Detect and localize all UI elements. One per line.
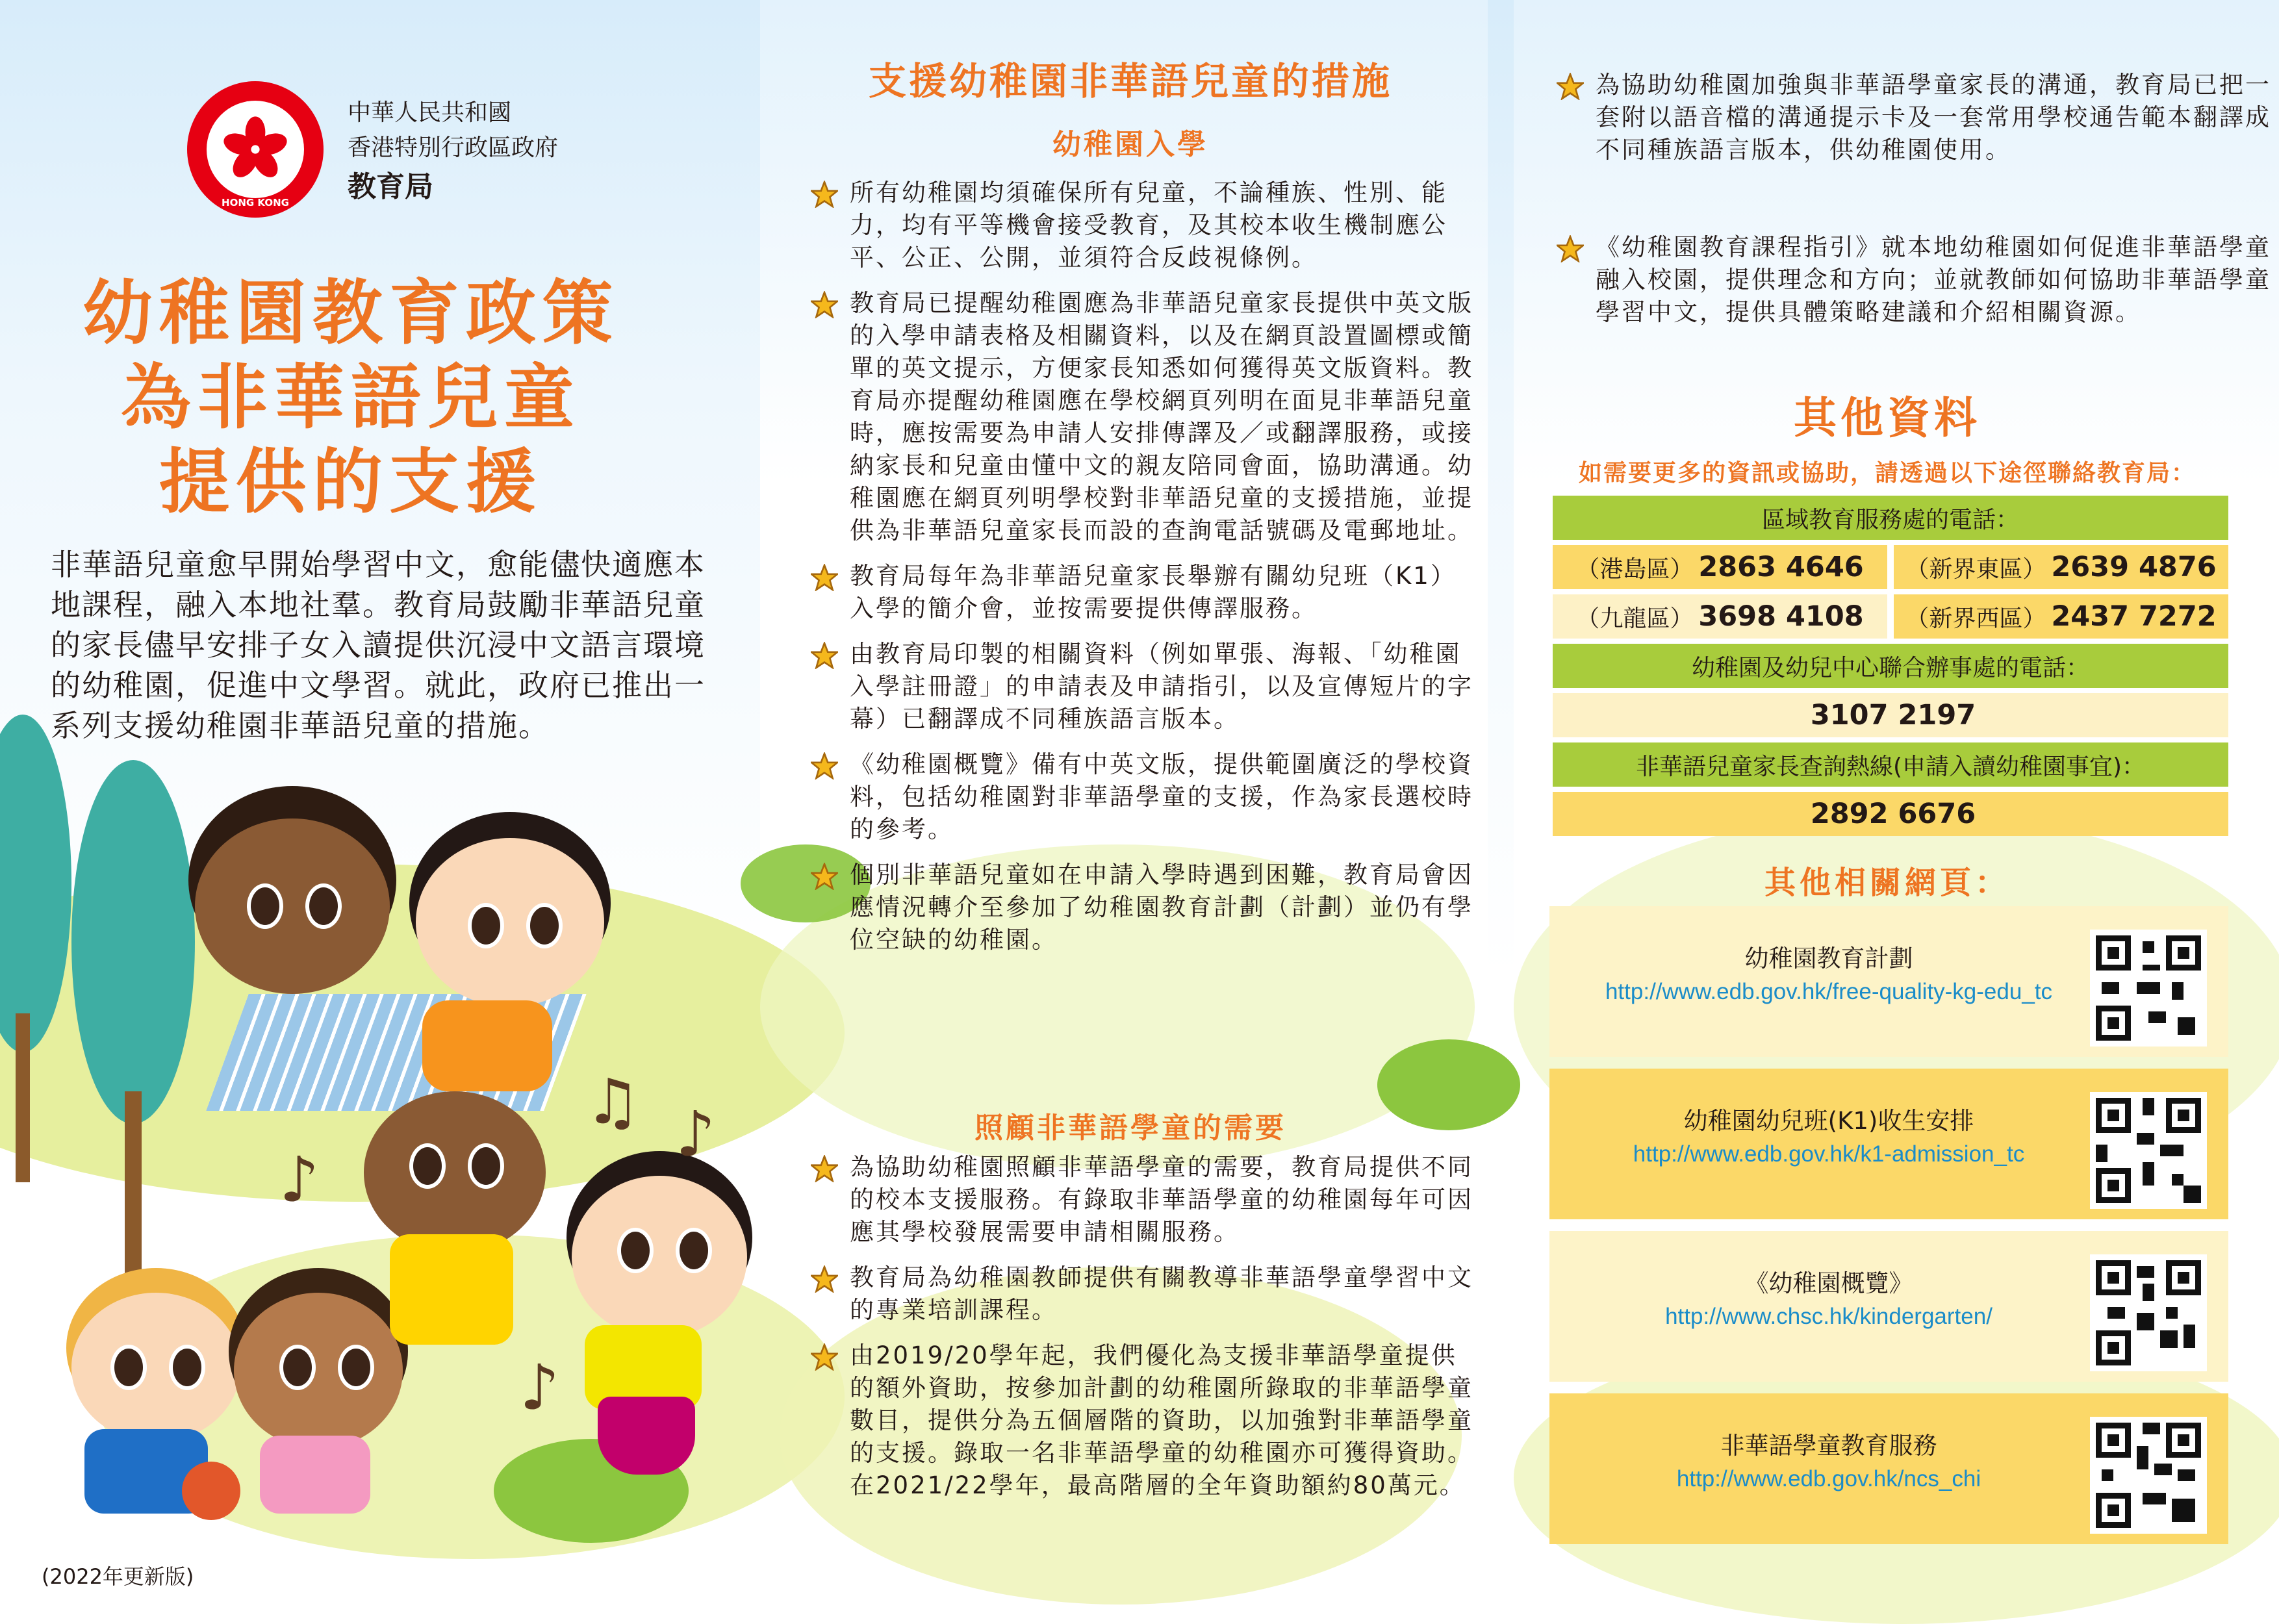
district-cell: （新界東區） 2639 4876: [1894, 545, 2228, 589]
list-item: 教育局每年為非華語兒童家長舉辦有關幼兒班（K1）入學的簡介會，並按需要提供傳譯服務。: [811, 560, 1480, 625]
website-link[interactable]: http://www.edb.gov.hk/ncs_chi: [1676, 1466, 1981, 1491]
child-eye: [468, 1143, 504, 1189]
hotline-label-row: 非華語兒童家長查詢熱線(申請入讀幼稚園事宜)：: [1553, 742, 2228, 787]
website-name: 幼稚園幼兒班(K1)收生安排: [1683, 1107, 1974, 1135]
child-eye: [617, 1228, 654, 1273]
child-figure: [572, 1176, 747, 1338]
subheading-needs: 照顧非華語學童的需要: [974, 1111, 1286, 1145]
child-body: [260, 1436, 370, 1514]
star-icon: [811, 1155, 838, 1182]
child-figure: [71, 1293, 240, 1442]
star-icon: [811, 181, 838, 208]
website-link[interactable]: http://www.edb.gov.hk/free-quality-kg-edu_tc: [1605, 979, 2053, 1004]
website-name: 幼稚園教育計劃: [1744, 945, 1913, 972]
music-note-icon: ♫: [585, 1065, 641, 1138]
edition-note: (2022年更新版): [42, 1564, 194, 1589]
star-icon: [1557, 235, 1584, 262]
page-title-line-2: 為非華語兒童: [120, 357, 581, 438]
qr-code-icon[interactable]: [2090, 1417, 2207, 1534]
list-item: 所有幼稚園均須確保所有兒童，不論種族、性別、能力，均有平等機會接受教育，及其校本收生機制應公平、公正、公開，並須符合反歧視條例。: [811, 177, 1480, 274]
qr-code-icon[interactable]: [2090, 1092, 2207, 1209]
contact-table: [1553, 496, 2228, 837]
star-icon: [811, 752, 838, 780]
child-eye: [305, 883, 342, 929]
child-body: [598, 1397, 695, 1475]
child-eye: [247, 883, 283, 929]
other-info-heading: 其他資料: [1794, 393, 1981, 443]
child-eye: [338, 1345, 374, 1390]
joint-office-phone: 3107 2197: [1553, 693, 2228, 737]
district-label-row: 區域教育服務處的電話：: [1553, 496, 2228, 540]
emblem-text: HONG KONG: [222, 197, 289, 209]
child-figure: [195, 818, 390, 994]
admission-bullet-list: [811, 177, 1480, 956]
list-item: 《幼稚園概覽》備有中英文版，提供範圍廣泛的學校資料，包括幼稚園對非華語學童的支援，作為家長選校時的參考。: [811, 748, 1480, 846]
list-item: 由教育局印製的相關資料（例如單張、海報、「幼稚園入學註冊證」的申請表及申請指引，以及宣傳短片的字幕）已翻譯成不同種族語言版本。: [811, 638, 1480, 735]
website-name: 非華語學童教育服務: [1720, 1432, 1937, 1460]
section-heading-measures: 支援幼稚園非華語兒童的措施: [868, 59, 1392, 103]
child-eye: [526, 903, 563, 948]
website-link[interactable]: http://www.chsc.hk/kindergarten/: [1665, 1304, 1993, 1329]
child-eye: [110, 1345, 147, 1390]
needs-bullet-list: [811, 1151, 1480, 1502]
child-figure: [416, 838, 604, 1007]
contact-intro: 如需要更多的資訊或協助，請透過以下途徑聯絡教育局：: [1578, 460, 2196, 487]
subheading-admission: 幼稚園入學: [1052, 128, 1208, 161]
music-note-icon: ♪: [279, 1143, 320, 1216]
list-item: 為協助幼稚園加強與非華語學童家長的溝通，教育局已把一套附以語音檔的溝通提示卡及一套常用學校通告範本翻譯成不同種族語言版本，供幼稚園使用。: [1557, 69, 2271, 166]
qr-code-icon[interactable]: [2090, 930, 2207, 1047]
gov-line-2: 香港特別行政區政府: [348, 134, 559, 161]
page-title-line-1: 幼稚園教育政策: [82, 273, 619, 354]
gov-line-1: 中華人民共和國: [348, 99, 512, 126]
website-card[interactable]: [1549, 1393, 2228, 1544]
music-note-icon: ♪: [520, 1351, 560, 1424]
district-cell: （九龍區） 3698 4108: [1553, 594, 1887, 639]
bureau-name: 教育局: [348, 170, 433, 203]
intro-paragraph: 非華語兒童愈早開始學習中文，愈能儘快適應本地課程，融入本地社羣。教育局鼓勵非華語兒童的家長儘早安排子女入讀提供沉浸中文語言環境的幼稚園，促進中文學習。就此，政府已推出一系列支援幼稚園非華語兒童的措施。: [51, 547, 706, 743]
child-body: [390, 1234, 513, 1345]
tree: [71, 760, 195, 1124]
star-icon: [811, 863, 838, 890]
star-icon: [811, 1265, 838, 1293]
joint-office-label-row: 幼稚園及幼兒中心聯合辦事處的電話：: [1553, 644, 2228, 688]
star-icon: [811, 291, 838, 318]
list-item: 教育局已提醒幼稚園應為非華語兒童家長提供中英文版的入學申請表格及相關資料，以及在網頁設置圖標或簡單的英文提示，方便家長知悉如何獲得英文版資料。教育局亦提醒幼稚園應在學校網頁列明在面見非華語兒童時，應按需要為申請人安排傳譯及／或翻譯服務，或接納家長和兒童由懂中文的親友陪同會面，協助溝通。幼稚園應在網頁列明學校對非華語兒童的支援措施，並提供為非華語兒童家長而設的查詢電話號碼及電郵地址。: [811, 287, 1480, 547]
website-card[interactable]: [1549, 1069, 2228, 1219]
child-eye: [279, 1345, 316, 1390]
child-body: [422, 1000, 552, 1091]
list-item: 由2019/20學年起，我們優化為支援非華語學童提供的額外資助，按參加計劃的幼稚園所錄取的非華語學童數目，提供分為五個層階的資助，以加強對非華語學童的支援。錄取一名非華語學童的幼稚園亦可獲得資助。在2021/22學年，最高階層的全年資助額約80萬元。: [811, 1339, 1480, 1502]
website-link[interactable]: http://www.edb.gov.hk/k1-admission_tc: [1633, 1141, 2025, 1167]
related-websites-heading: 其他相關網頁：: [1764, 865, 2010, 901]
list-item: 教育局為幼稚園教師提供有關教導非華語學童學習中文的專業培訓課程。: [811, 1262, 1480, 1326]
page-title-line-3: 提供的支援: [159, 442, 542, 523]
district-cell: （新界西區） 2437 7272: [1894, 594, 2228, 639]
child-figure: [364, 1091, 546, 1254]
child-eye: [409, 1143, 446, 1189]
tree-trunk: [16, 1013, 30, 1182]
website-card[interactable]: [1549, 1231, 2228, 1382]
child-eye: [468, 903, 504, 948]
basketball: [182, 1462, 240, 1520]
list-item: 個別非華語兒童如在申請入學時遇到困難，教育局會因應情況轉介至參加了幼稚園教育計劃（計劃）並仍有學位空缺的幼稚園。: [811, 859, 1480, 956]
website-card[interactable]: [1549, 906, 2228, 1057]
list-item: 為協助幼稚園照顧非華語學童的需要，教育局提供不同的校本支援服務。有錄取非華語學童的幼稚園每年可因應其學校發展需要申請相關服務。: [811, 1151, 1480, 1249]
star-icon: [1557, 73, 1584, 100]
star-icon: [811, 1343, 838, 1371]
website-name: 《幼稚園概覽》: [1744, 1269, 1913, 1297]
child-eye: [169, 1345, 205, 1390]
star-icon: [811, 642, 838, 669]
music-note-icon: ♪: [676, 1098, 716, 1171]
district-cell: （港島區） 2863 4646: [1553, 545, 1887, 589]
bauhinia-icon: [220, 114, 291, 185]
qr-code-icon[interactable]: [2090, 1254, 2207, 1371]
child-figure: [234, 1293, 403, 1449]
tree-trunk: [125, 1091, 142, 1299]
child-eye: [676, 1228, 712, 1273]
list-item: 《幼稚園教育課程指引》就本地幼稚園如何促進非華語學童融入校園，提供理念和方向；並就教師如何協助非華語學童學習中文，提供具體策略建議和介紹相關資源。: [1557, 231, 2271, 329]
hotline-phone: 2892 6676: [1553, 792, 2228, 836]
star-icon: [811, 564, 838, 591]
